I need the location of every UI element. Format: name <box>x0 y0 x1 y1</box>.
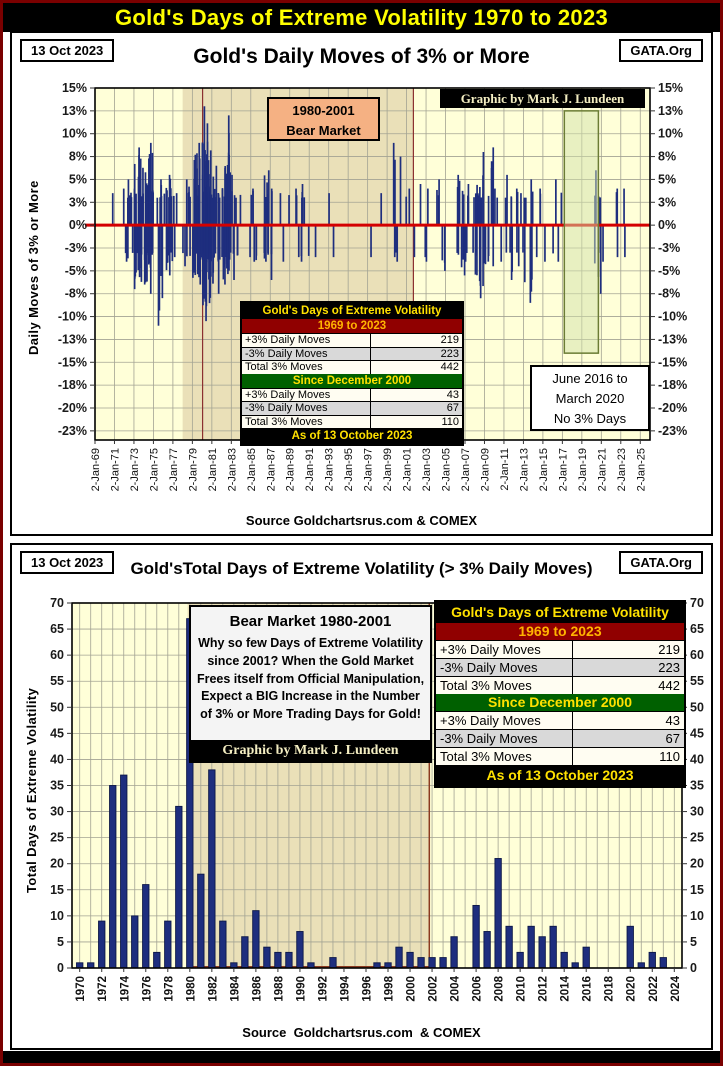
y-tick-label: -8% <box>64 286 87 301</box>
x-tick-label: 2024 <box>669 976 682 1002</box>
stats-row-value: 223 <box>572 659 684 676</box>
y-tick-label: 70 <box>50 596 64 610</box>
source-line-bottom: Source Goldchartsrus.com & COMEX <box>242 1025 481 1040</box>
volatility-stats-table-top <box>240 301 464 446</box>
x-tick-label: 1990 <box>295 976 308 1002</box>
year-bar <box>506 926 512 968</box>
y-tick-label: -18% <box>57 378 87 393</box>
year-bar <box>297 932 303 969</box>
year-bar <box>407 952 413 968</box>
x-tick-label: 1978 <box>163 976 176 1002</box>
year-bar <box>440 958 446 968</box>
note-title: Bear Market 1980-2001 <box>229 613 392 630</box>
total-days-y-axis-title: Total Days of Extreme Volatility <box>24 687 39 893</box>
year-bar <box>451 937 457 968</box>
note-line1: June 2016 to <box>552 371 628 386</box>
stats-row <box>436 747 684 765</box>
x-tick-label: 1986 <box>251 976 264 1002</box>
stats-row <box>242 415 462 429</box>
main-title-band <box>3 3 720 32</box>
stats-row <box>436 658 684 676</box>
year-bar <box>143 885 149 968</box>
y-tick-label: 8% <box>658 149 677 164</box>
y-tick-label: 5 <box>57 934 64 949</box>
x-tick-label: 2010 <box>515 976 528 1002</box>
y-tick-label: 55 <box>50 674 64 689</box>
stats-row <box>242 333 462 347</box>
x-tick-label: 2020 <box>625 976 638 1002</box>
x-tick-label: 2-Jan-95 <box>343 448 356 492</box>
year-bar <box>396 947 402 968</box>
year-bar <box>495 859 501 969</box>
y-tick-label: 30 <box>690 804 704 819</box>
stats-row-label: -3% Daily Moves <box>440 731 538 746</box>
x-tick-label: 2016 <box>581 976 594 1002</box>
y-tick-label: 10% <box>61 126 87 141</box>
x-tick-label: 2-Jan-09 <box>479 448 492 492</box>
x-tick-label: 2006 <box>471 976 484 1002</box>
y-tick-label: 40 <box>690 752 704 767</box>
x-tick-label: 2-Jan-05 <box>440 448 453 492</box>
stats-section-header: 1969 to 2023 <box>436 623 684 640</box>
total-days-chart-title: Gold'sTotal Days of Extreme Volatility (> 3% Daily Moves) <box>130 559 593 578</box>
stats-table-title: Gold's Days of Extreme Volatility <box>436 602 684 623</box>
year-bar <box>110 786 116 969</box>
stats-row-value: 67 <box>370 402 462 415</box>
y-tick-label: -18% <box>658 378 688 393</box>
y-tick-label: -3% <box>64 241 87 255</box>
x-tick-label: 2-Jan-07 <box>460 448 472 492</box>
x-tick-label: 1970 <box>75 976 88 1002</box>
stats-row-value: 110 <box>370 416 462 429</box>
y-tick-label: 13% <box>61 103 87 118</box>
x-tick-label: 2-Jan-25 <box>635 448 648 492</box>
stats-row-value: 223 <box>370 348 462 361</box>
stats-row <box>242 360 462 374</box>
year-bar <box>286 952 292 968</box>
y-tick-label: 0 <box>690 961 697 975</box>
x-tick-label: 1996 <box>361 976 374 1002</box>
y-tick-label: 3% <box>658 195 677 210</box>
x-tick-label: 1994 <box>339 976 352 1002</box>
y-tick-label: 15% <box>658 81 684 95</box>
y-tick-label: 55 <box>690 674 704 689</box>
y-tick-label: 10 <box>690 908 704 923</box>
note-body: Why so few Days of Extreme Volatility since 2001? When the Gold Market Frees itself from Official Manipulation, Expect a BIG Increase in the Number of 3% or More Trading Days for Gold! <box>196 636 425 721</box>
bear-box-line2: Bear Market <box>286 123 361 138</box>
y-tick-label: 10 <box>50 908 64 923</box>
y-tick-label: -10% <box>57 309 87 324</box>
x-tick-label: 2018 <box>603 976 616 1002</box>
stats-row-value: 67 <box>572 730 684 747</box>
y-tick-label: 50 <box>690 700 704 715</box>
x-tick-label: 2-Jan-73 <box>128 448 141 492</box>
year-bar <box>473 905 479 968</box>
x-tick-label: 1980 <box>185 976 198 1002</box>
stats-section-header: 1969 to 2023 <box>242 319 462 333</box>
stats-row-label: Total 3% Moves <box>245 415 323 428</box>
y-tick-label: 70 <box>690 596 704 610</box>
y-tick-label: 0% <box>68 218 87 233</box>
y-tick-label: -23% <box>658 423 688 438</box>
year-bar <box>330 958 336 968</box>
year-bar <box>528 926 534 968</box>
y-tick-label: 20 <box>50 856 64 871</box>
y-tick-label: 10% <box>658 126 684 141</box>
stats-section-header: Since December 2000 <box>436 694 684 711</box>
y-tick-label: -3% <box>658 241 681 255</box>
y-tick-label: 15 <box>50 882 64 897</box>
stats-row-label: Total 3% Moves <box>245 361 323 373</box>
y-tick-label: 65 <box>690 622 704 637</box>
stats-row-value: 110 <box>572 748 684 765</box>
y-tick-label: 45 <box>690 726 704 741</box>
y-tick-label: 0 <box>57 961 64 975</box>
stats-row-value: 219 <box>572 641 684 658</box>
x-tick-label: 1984 <box>229 976 242 1002</box>
gata-org-badge: GATA.Org <box>619 551 703 574</box>
stats-row-label: +3% Daily Moves <box>440 713 541 728</box>
stats-row <box>436 640 684 658</box>
year-bar <box>627 926 633 968</box>
main-title: Gold's Days of Extreme Volatility 1970 to 2023 <box>114 5 609 30</box>
y-tick-label: 20 <box>690 856 704 871</box>
year-bar <box>176 806 182 968</box>
year-bar <box>275 952 281 968</box>
date-badge: 13 Oct 2023 <box>20 551 114 574</box>
y-tick-label: 60 <box>50 648 64 663</box>
volatility-stats-table-bottom <box>434 600 686 788</box>
no-3pct-days-note <box>530 365 650 431</box>
x-tick-label: 2-Jan-91 <box>304 448 317 492</box>
y-tick-label: 0% <box>658 218 677 233</box>
x-tick-label: 1992 <box>317 976 330 1002</box>
year-bar <box>242 937 248 968</box>
year-bar <box>132 916 138 968</box>
credit-strip: Graphic by Mark J. Lundeen <box>191 740 430 761</box>
x-tick-label: 2-Jan-85 <box>245 448 258 492</box>
stats-table-footer: As of 13 October 2023 <box>242 428 462 444</box>
x-tick-label: 2-Jan-19 <box>576 448 589 492</box>
stats-row-label: -3% Daily Moves <box>440 660 538 675</box>
y-tick-label: 65 <box>50 622 64 637</box>
year-bar <box>550 926 556 968</box>
year-bar <box>429 958 435 968</box>
stats-row-value: 43 <box>370 389 462 402</box>
stats-row-label: +3% Daily Moves <box>440 642 541 657</box>
y-tick-label: 5% <box>658 172 677 187</box>
bear-box-line1: 1980-2001 <box>292 103 355 118</box>
stats-row-label: Total 3% Moves <box>440 749 532 764</box>
x-tick-label: 2-Jan-11 <box>498 448 511 491</box>
year-bar <box>539 937 545 968</box>
year-bar <box>484 932 490 969</box>
x-tick-label: 2-Jan-99 <box>382 448 395 492</box>
x-tick-label: 2-Jan-79 <box>187 448 200 492</box>
x-tick-label: 2-Jan-87 <box>265 448 278 492</box>
note-line3: No 3% Days <box>553 411 627 426</box>
date-badge: 13 Oct 2023 <box>20 39 114 62</box>
total-days-panel <box>10 543 713 1050</box>
year-bar <box>660 958 666 968</box>
year-bar <box>253 911 259 968</box>
stats-table-footer: As of 13 October 2023 <box>436 765 684 786</box>
y-tick-label: 60 <box>690 648 704 663</box>
stats-row <box>436 729 684 747</box>
x-tick-label: 2-Jan-69 <box>90 448 102 492</box>
x-tick-label: 1972 <box>97 976 110 1002</box>
x-tick-label: 1998 <box>383 976 396 1002</box>
year-bar <box>264 947 270 968</box>
stats-row <box>242 401 462 415</box>
y-tick-label: -20% <box>57 401 87 415</box>
year-bar <box>121 775 127 968</box>
y-tick-label: -8% <box>658 286 681 301</box>
y-tick-label: 30 <box>50 804 64 819</box>
x-tick-label: 2014 <box>559 976 572 1002</box>
year-bar <box>649 952 655 968</box>
x-tick-label: 1976 <box>141 976 154 1002</box>
year-bar <box>165 921 171 968</box>
stats-row-label: +3% Daily Moves <box>245 388 331 401</box>
x-tick-label: 2-Jan-83 <box>226 448 239 492</box>
y-tick-label: 25 <box>50 830 64 845</box>
y-tick-label: 50 <box>50 700 64 715</box>
y-tick-label: -5% <box>64 263 87 278</box>
y-tick-label: 15 <box>690 882 704 897</box>
x-tick-label: 2-Jan-17 <box>557 448 570 492</box>
stats-row-label: Total 3% Moves <box>440 678 532 693</box>
y-tick-label: -5% <box>658 263 681 278</box>
y-tick-label: -10% <box>658 309 688 324</box>
x-tick-label: 1982 <box>207 976 220 1002</box>
y-tick-label: 5 <box>690 934 697 949</box>
x-tick-label: 2-Jan-23 <box>615 448 628 492</box>
x-tick-label: 1988 <box>273 976 286 1002</box>
bottom-band <box>3 1051 720 1063</box>
year-bar <box>154 952 160 968</box>
y-tick-label: -15% <box>57 355 87 370</box>
no-3pct-window <box>564 111 598 353</box>
stats-row <box>242 347 462 361</box>
x-tick-label: 2-Jan-77 <box>167 448 180 492</box>
y-tick-label: 13% <box>658 103 684 118</box>
x-tick-label: 2-Jan-03 <box>421 448 434 492</box>
y-tick-label: 5% <box>68 172 87 187</box>
year-bar <box>198 874 204 968</box>
stats-table-title: Gold's Days of Extreme Volatility <box>242 303 462 319</box>
stats-row-label: +3% Daily Moves <box>245 334 331 346</box>
x-tick-label: 2-Jan-81 <box>206 448 219 492</box>
stats-row <box>242 388 462 402</box>
x-tick-label: 2-Jan-93 <box>323 448 336 492</box>
daily-moves-panel <box>10 31 713 536</box>
x-tick-label: 2-Jan-01 <box>401 448 414 492</box>
x-tick-label: 2-Jan-71 <box>109 448 122 492</box>
x-tick-label: 2-Jan-15 <box>537 448 550 492</box>
x-tick-label: 2022 <box>647 976 660 1002</box>
y-tick-label: -23% <box>57 423 87 438</box>
y-tick-label: 45 <box>50 726 64 741</box>
stats-row-value: 43 <box>572 712 684 729</box>
year-bar <box>209 770 215 968</box>
stats-section-header: Since December 2000 <box>242 374 462 388</box>
y-tick-label: -13% <box>57 332 87 347</box>
x-tick-label: 2-Jan-21 <box>596 448 609 492</box>
source-line-top: Source Goldchartsrus.com & COMEX <box>245 513 478 528</box>
y-tick-label: -13% <box>658 332 688 347</box>
x-tick-label: 2012 <box>537 976 550 1002</box>
x-tick-label: 2-Jan-75 <box>148 448 161 492</box>
x-tick-label: 2008 <box>493 976 506 1002</box>
y-tick-label: 3% <box>68 195 87 210</box>
daily-moves-y-axis-title: Daily Moves of 3% or More <box>26 180 41 356</box>
x-tick-label: 2-Jan-97 <box>362 448 375 492</box>
y-tick-label: 25 <box>690 830 704 845</box>
x-tick-label: 2000 <box>405 976 418 1002</box>
stats-row-label: -3% Daily Moves <box>245 402 328 414</box>
x-tick-label: 2004 <box>449 976 462 1002</box>
stats-row-label: -3% Daily Moves <box>245 347 328 360</box>
x-tick-label: 2-Jan-89 <box>284 448 297 492</box>
y-tick-label: 35 <box>50 778 64 793</box>
daily-moves-chart-title: Gold's Daily Moves of 3% or More <box>193 45 530 68</box>
gata-org-badge: GATA.Org <box>619 39 703 62</box>
stats-row <box>436 711 684 729</box>
y-tick-label: 35 <box>690 778 704 793</box>
bear-market-note-box <box>189 605 432 763</box>
year-bar <box>561 952 567 968</box>
stats-row <box>436 676 684 694</box>
x-tick-label: 1974 <box>119 976 132 1002</box>
year-bar <box>418 958 424 968</box>
year-bar <box>99 921 105 968</box>
year-bar <box>220 921 226 968</box>
x-tick-label: 2002 <box>427 976 440 1002</box>
y-tick-label: 40 <box>50 752 64 767</box>
bear-market-label-box <box>267 97 380 141</box>
year-bar <box>583 947 589 968</box>
y-tick-label: -15% <box>658 355 688 370</box>
y-tick-label: 8% <box>68 149 87 164</box>
x-tick-label: 2-Jan-13 <box>518 448 531 492</box>
y-tick-label: 15% <box>61 81 87 95</box>
year-bar <box>517 952 523 968</box>
stats-row-value: 219 <box>370 334 462 347</box>
stats-row-value: 442 <box>572 677 684 694</box>
stats-row-value: 442 <box>370 361 462 374</box>
y-tick-label: -20% <box>658 401 688 415</box>
credit-strip: Graphic by Mark J. Lundeen <box>440 89 645 108</box>
note-line2: March 2020 <box>555 391 625 406</box>
